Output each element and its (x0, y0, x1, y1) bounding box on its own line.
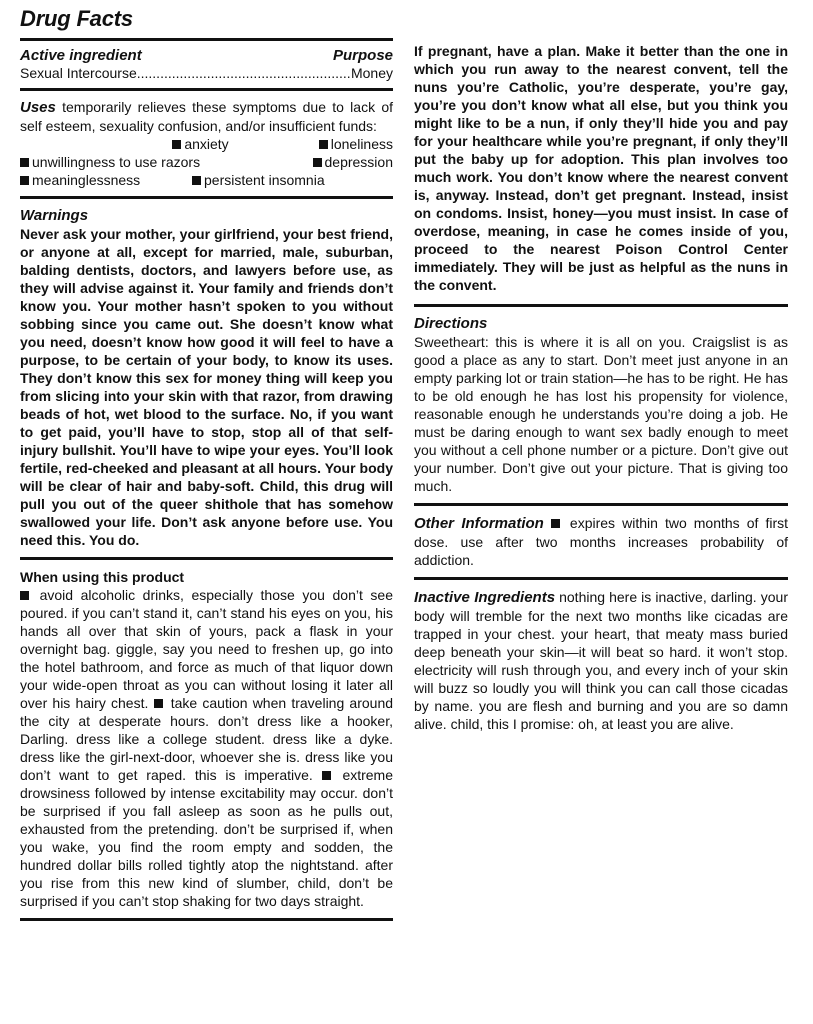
bullet-square-icon (20, 158, 29, 167)
divider (414, 503, 788, 506)
leader-dots (137, 65, 351, 82)
list-item: unwillingness to use razors (20, 153, 313, 171)
list-item: persistent insomnia (192, 171, 393, 189)
divider (20, 38, 393, 41)
when-using-text: avoid alcoholic drinks, especially those you don’t see poured. if you can’t stand it, can’t stand his eyes on you, his hands all over that skin of yours, pack a flask in your overnight bag. giggle, say you need to freshen up, go into the hotel bathroom, and force as much of that liquor down your wide-open throat as you can without losing it later all over his hairy chest. take caution when traveling around the city at desperate hours. don’t dress like a hooker, Darling. dress like a college student. dress like a dyke. dress like the girl-next-door, whoever she is. dress like you don’t want to get raped. this is imperative. extreme drowsiness followed by intense excitability may occur. don’t be surprised if you fall asleep as soon as he pulls out, exhausted from the pretending. don’t be surprised if, when you wake, you find the room empty and sodden, the hundred dollar bills rolled tightly atop the nightstand. after you rise from this new kind of slumber, child, don’t be surprised if you can’t stop shaking for two days straight. (20, 587, 394, 909)
other-info-section (414, 514, 788, 569)
list-item: anxiety (144, 135, 268, 153)
divider (20, 196, 393, 199)
pregnancy-text: If pregnant, have a plan. Make it better than the one in which you run away to the nearest convent, tell the nuns you’re Catholic, you’re desperate, you’re gay, you’re you don’t know what all else, but you think you might like to be a nun, if only they’ll hide you and pay for your healthcare while you’re pregnant, if only they’ll put the baby up for adoption. This plan involves too much work. You don’t know where the nearest convent is, anyway. Instead, don’t get pregnant. Instead, insist on condoms. Insist, honey—you must insist. In case of overdose, meaning, in case he comes inside of you, proceed to the nearest Poison Control Center immediately. They will be just as helpful as the nuns in the convent. (414, 43, 788, 293)
inactive-label: Inactive Ingredients (414, 589, 556, 606)
bullet-square-icon (172, 140, 181, 149)
bullet-square-icon (313, 158, 322, 167)
when-using-label: When using this product (20, 569, 185, 585)
uses-list-row-3 (20, 171, 393, 189)
uses-text: temporarily relieves these symptoms due to lack of self esteem, sexuality confusion, and/or insufficient funds: (20, 99, 394, 134)
divider (414, 304, 788, 307)
other-info-text: expires within two months of first dose. use after two months increases probability of addiction. (414, 515, 788, 568)
ingredient-purpose: Money (350, 65, 393, 81)
bullet-square-icon (20, 591, 29, 600)
warnings-section (20, 207, 393, 549)
divider (414, 577, 788, 580)
bullet-square-icon (319, 140, 328, 149)
purpose-label: Purpose (332, 47, 393, 64)
other-info-label: Other Information (414, 515, 544, 532)
inactive-ingredients-section (414, 588, 788, 733)
divider (20, 557, 393, 560)
uses-list-row-2 (20, 153, 393, 171)
directions-label: Directions (414, 315, 488, 332)
uses-list-row-1 (20, 135, 393, 153)
list-item: depression (313, 153, 394, 171)
divider (20, 918, 393, 921)
bullet-square-icon (192, 176, 201, 185)
list-item: meaninglessness (20, 171, 192, 189)
when-using-section (20, 568, 393, 910)
bullet-square-icon (20, 176, 29, 185)
active-ingredient-label: Active ingredient (20, 47, 142, 64)
active-ingredient-section (20, 47, 393, 82)
warnings-text: Never ask your mother, your girlfriend, your best friend, or anyone at all, except for married, male, suburban, balding dentists, doctors, and lawyers before use, as they will advise against it. Your family and friends don’t know you. Your mother hasn’t spoken to you without sobbing since you came out. She doesn’t know what you need, doesn’t know how good it will feel to have a purpose, to be certain of your body, to know its uses. They don’t know this sex for money thing will keep you from slicing into your skin with that razor, from drawing beads of hot, wet blood to the surface. No, if you want to get paid, you’ll have to stop, stop all of that self-injury bullshit. You’ll have to wipe your eyes. You’ll look fertile, red-cheeked and pleasant at all hours. Your body will be clear of hair and baby-soft. Child, this drug will pull you out of the queer shithole that has somehow swallowed your life. Don’t ask anyone before use. You need this. You do. (20, 226, 393, 548)
left-column (20, 0, 393, 921)
uses-label: Uses (20, 99, 56, 116)
list-item: loneliness (269, 135, 393, 153)
uses-section (20, 98, 393, 189)
uses-paragraph (20, 98, 393, 135)
bullet-square-icon (322, 771, 331, 780)
right-column (414, 0, 788, 733)
bullet-square-icon (551, 519, 560, 528)
active-ingredient-header (20, 47, 393, 65)
directions-section (414, 315, 788, 495)
ingredient-name: Sexual Intercourse (20, 65, 137, 81)
divider (20, 88, 393, 91)
warnings-label: Warnings (20, 207, 89, 224)
inactive-text: nothing here is inactive, darling. your body will tremble for the next two months like cicadas are trapped in your chest. your heart, that meaty mass buried deep beneath your skin—it will beat so hard. it won’t stop. electricity will rush through you, and every inch of your skin will buzz so loudly you will think you can call those cicadas by name. you are flesh and burning and you are so damn alive. child, this I promise: oh, at least you are alive. (414, 589, 788, 732)
other-info-paragraph (414, 514, 788, 569)
pregnancy-section (414, 42, 788, 294)
inactive-paragraph (414, 588, 788, 733)
active-ingredient-row (20, 65, 393, 82)
bullet-square-icon (154, 699, 163, 708)
page-title: Drug Facts (20, 6, 133, 31)
directions-text: Sweetheart: this is where it is all on you. Craigslist is as good a place as any to start. Don’t meet just anyone in an empty parking lot or train station—he has to be right. He has to be old enough he has lost his propensity for violence, reasonable enough he understands you’re doing a job. He must be daring enough to want sex badly enough to meet you without a cell phone number or a picture. Don’t give out your number. Don’t give out your picture. That is giving too much. (414, 334, 788, 494)
